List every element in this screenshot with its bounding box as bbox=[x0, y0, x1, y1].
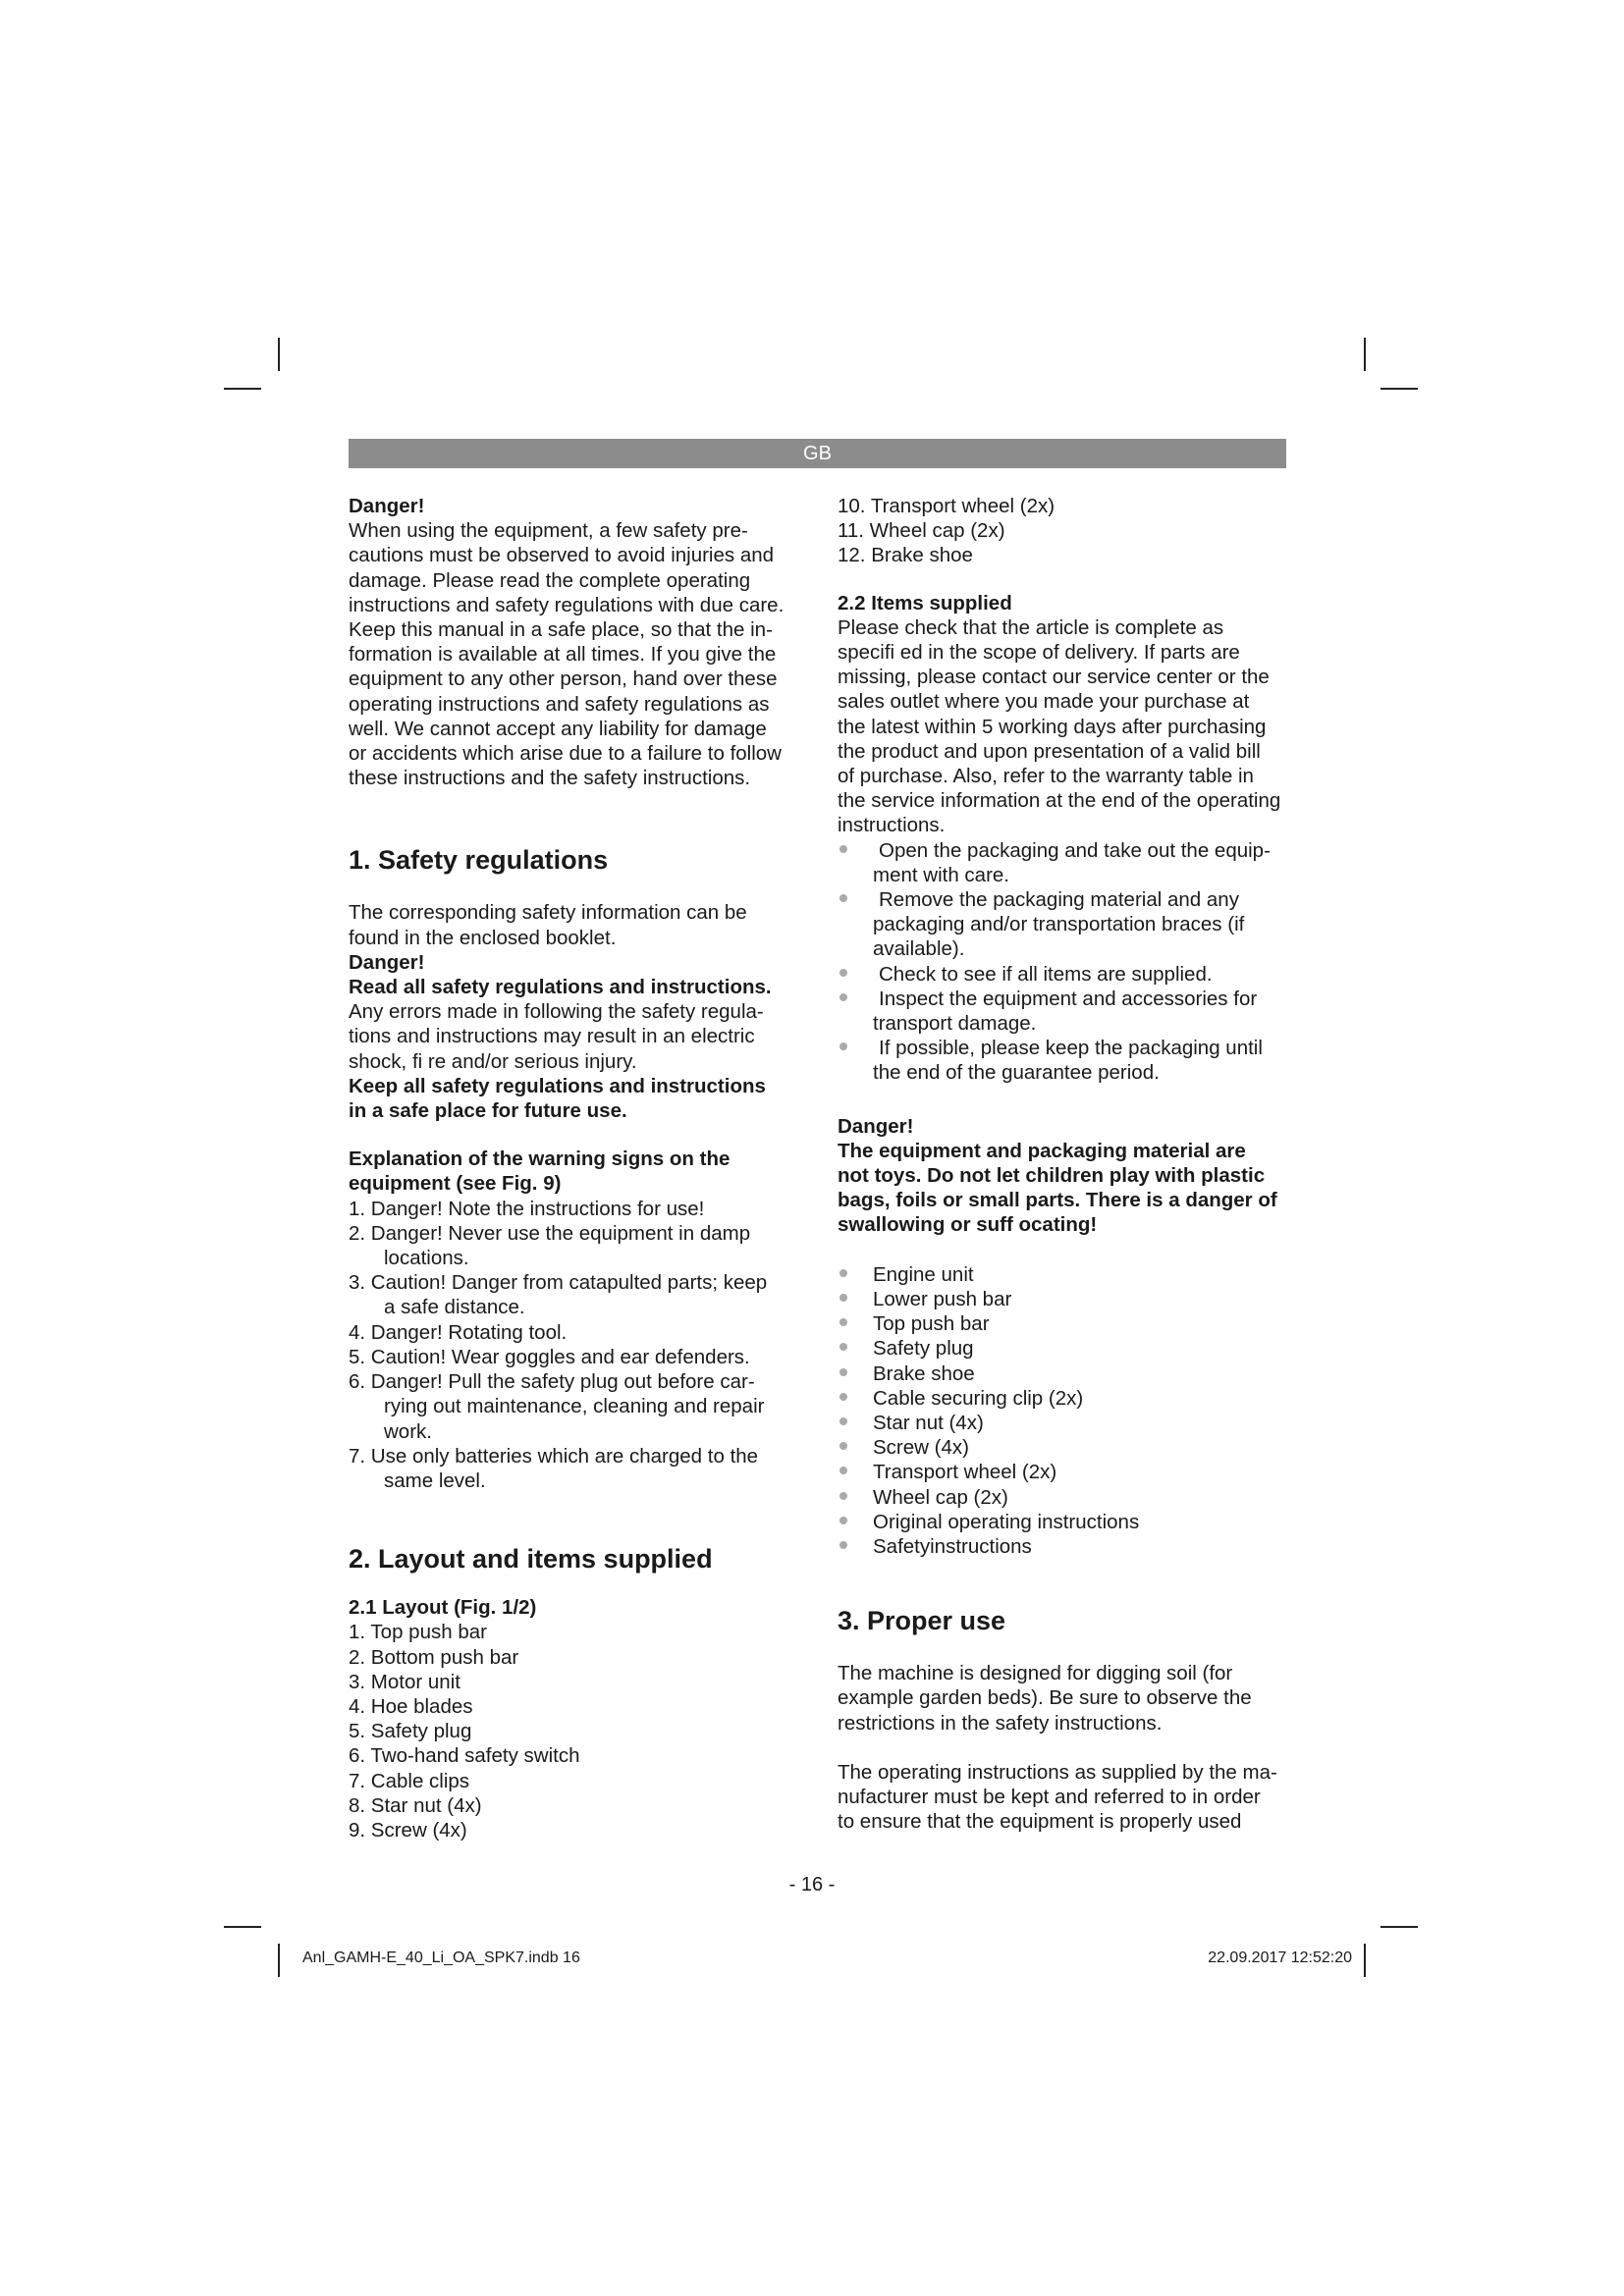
list-item bbox=[838, 1510, 1299, 1534]
items-supplied-paragraph bbox=[838, 615, 1299, 838]
text-line: not toys. Do not let children play with plastic bbox=[838, 1164, 1266, 1188]
bullet-icon bbox=[839, 1417, 847, 1425]
text-line: operating instructions and safety regulations as bbox=[349, 692, 770, 716]
text-line: Original operating instructions bbox=[873, 1510, 1140, 1533]
bullet-icon bbox=[839, 1517, 847, 1524]
text-line: the service information at the end of the operating bbox=[838, 789, 1281, 813]
list-item-cont: a safe distance. bbox=[384, 1296, 525, 1319]
list-item: 5. Caution! Wear goggles and ear defenders. bbox=[349, 1345, 750, 1368]
text-line: Wheel cap (2x) bbox=[873, 1485, 1008, 1509]
bullet-icon bbox=[839, 1442, 847, 1450]
text-line: Keep this manual in a safe place, so that the in- bbox=[349, 618, 773, 642]
section-1-danger: Danger! bbox=[349, 950, 425, 974]
text-line: Keep all safety regulations and instructions bbox=[349, 1074, 766, 1097]
list-item: 6. Danger! Pull the safety plug out before car- bbox=[349, 1370, 755, 1394]
bullet-icon bbox=[839, 1269, 847, 1277]
list-item bbox=[838, 1036, 1299, 1085]
text-line: Lower push bar bbox=[873, 1287, 1012, 1310]
list-item-cont: same level. bbox=[384, 1468, 486, 1492]
text-line: The machine is designed for digging soil (for bbox=[838, 1662, 1233, 1685]
text-line: Cable securing clip (2x) bbox=[873, 1386, 1084, 1410]
bullet-icon bbox=[839, 1393, 847, 1401]
bullet-icon bbox=[839, 1368, 847, 1376]
supplied-items-list bbox=[838, 1262, 1299, 1559]
proper-use-paragraph-2 bbox=[838, 1760, 1299, 1835]
text-line: tions and instructions may result in an electric bbox=[349, 1025, 755, 1048]
list-item-cont: rying out maintenance, cleaning and repair bbox=[384, 1395, 765, 1418]
text-line: formation is available at all times. If you give the bbox=[349, 643, 777, 667]
text-line: If possible, please keep the packaging until bbox=[879, 1037, 1263, 1060]
text-line: Screw (4x) bbox=[873, 1436, 969, 1460]
read-all-warning: Read all safety regulations and instructions. bbox=[349, 976, 772, 999]
list-item: 7. Use only batteries which are charged to the bbox=[349, 1444, 759, 1468]
crop-mark bbox=[1364, 1944, 1366, 1977]
bullet-icon bbox=[839, 1318, 847, 1326]
crop-mark bbox=[224, 388, 261, 390]
text-line: Safetyinstructions bbox=[873, 1534, 1032, 1558]
text-line: missing, please contact our service center or the bbox=[838, 666, 1270, 689]
list-item: 1. Danger! Note the instructions for use! bbox=[349, 1197, 705, 1220]
text-line: nufacturer must be kept and referred to in order bbox=[838, 1785, 1261, 1808]
danger-heading-2: Danger! bbox=[838, 1114, 914, 1138]
text-line: Safety plug bbox=[873, 1337, 974, 1361]
layout-list bbox=[349, 1620, 810, 1842]
text-line: Transport wheel (2x) bbox=[873, 1461, 1057, 1484]
text-line: Check to see if all items are supplied. bbox=[879, 962, 1213, 986]
text-line: The operating instructions as supplied by the ma- bbox=[838, 1760, 1277, 1784]
bullet-icon bbox=[839, 1042, 847, 1050]
bullet-icon bbox=[839, 894, 847, 902]
bullet-icon bbox=[839, 1541, 847, 1549]
bullet-icon bbox=[839, 1343, 847, 1351]
text-line: Explanation of the warning signs on the bbox=[349, 1148, 731, 1171]
crop-mark bbox=[1364, 338, 1366, 371]
bullet-icon bbox=[839, 993, 847, 1001]
text-line: Any errors made in following the safety regula- bbox=[349, 1000, 764, 1024]
list-item bbox=[838, 987, 1299, 1036]
text-line: shock, fi re and/or serious injury. bbox=[349, 1049, 637, 1073]
section-2-title: 2. Layout and items supplied bbox=[349, 1544, 713, 1575]
text-line: damage. Please read the complete operating bbox=[349, 568, 751, 592]
text-line: bags, foils or small parts. There is a danger of bbox=[838, 1189, 1277, 1212]
list-item bbox=[838, 1534, 1299, 1559]
bullet-icon bbox=[839, 1294, 847, 1302]
text-line: swallowing or suff ocating! bbox=[838, 1213, 1098, 1237]
warning-signs-heading bbox=[349, 1147, 810, 1196]
text-line: ment with care. bbox=[873, 863, 1009, 886]
crop-mark bbox=[1380, 1926, 1418, 1928]
layout-list-continued bbox=[838, 494, 1299, 568]
list-item: 8. Star nut (4x) bbox=[349, 1793, 482, 1817]
crop-mark bbox=[1380, 388, 1418, 390]
text-line: When using the equipment, a few safety pre- bbox=[349, 519, 748, 543]
keep-all-warning bbox=[349, 1074, 810, 1123]
section-1-intro bbox=[349, 900, 810, 949]
danger-paragraph-2 bbox=[838, 1139, 1299, 1238]
text-line: Open the packaging and take out the equip- bbox=[879, 838, 1271, 862]
section-1-title: 1. Safety regulations bbox=[349, 845, 609, 876]
text-line: of purchase. Also, refer to the warranty table in bbox=[838, 765, 1254, 788]
text-line: the end of the guarantee period. bbox=[873, 1061, 1160, 1085]
list-item: 4. Danger! Rotating tool. bbox=[349, 1320, 568, 1344]
list-item-cont: work. bbox=[384, 1419, 432, 1443]
crop-mark bbox=[278, 1944, 280, 1977]
text-line: instructions and safety regulations with due care. bbox=[349, 593, 785, 616]
list-item bbox=[838, 1336, 1299, 1361]
list-item bbox=[838, 1435, 1299, 1460]
list-item bbox=[838, 1287, 1299, 1311]
list-item: 4. Hoe blades bbox=[349, 1694, 473, 1718]
text-line: Inspect the equipment and accessories for bbox=[879, 987, 1258, 1010]
intro-paragraph bbox=[349, 518, 810, 790]
text-line: the latest within 5 working days after purchasing bbox=[838, 715, 1267, 738]
list-item bbox=[838, 1485, 1299, 1510]
text-line: Brake shoe bbox=[873, 1362, 975, 1385]
list-item: 6. Two-hand safety switch bbox=[349, 1744, 580, 1768]
list-item: 11. Wheel cap (2x) bbox=[838, 519, 1005, 543]
list-item bbox=[838, 1311, 1299, 1336]
list-item bbox=[838, 1386, 1299, 1411]
text-line: Please check that the article is complete as bbox=[838, 615, 1224, 639]
text-line: The equipment and packaging material are bbox=[838, 1139, 1246, 1162]
list-item: 3. Caution! Danger from catapulted parts; keep bbox=[349, 1271, 768, 1295]
bullet-icon bbox=[839, 1492, 847, 1500]
errors-paragraph bbox=[349, 999, 810, 1074]
text-line: equipment to any other person, hand over these bbox=[349, 667, 778, 691]
footer-datetime: 22.09.2017 12:52:20 bbox=[1208, 1949, 1352, 1966]
layout-subtitle: 2.1 Layout (Fig. 1/2) bbox=[349, 1596, 537, 1620]
text-line: packaging and/or transportation braces (if bbox=[873, 913, 1245, 936]
crop-mark bbox=[278, 338, 280, 371]
list-item: 12. Brake shoe bbox=[838, 544, 973, 567]
text-line: transport damage. bbox=[873, 1012, 1037, 1036]
text-line: Top push bar bbox=[873, 1312, 990, 1336]
list-item bbox=[838, 1362, 1299, 1386]
bullet-icon bbox=[839, 845, 847, 853]
list-item bbox=[838, 838, 1299, 887]
text-line: The corresponding safety information can be bbox=[349, 901, 747, 925]
text-line: these instructions and the safety instructions. bbox=[349, 767, 751, 790]
crop-mark bbox=[224, 1926, 261, 1928]
list-item bbox=[838, 887, 1299, 962]
warning-signs-list bbox=[349, 1197, 810, 1493]
text-line: the product and upon presentation of a valid bill bbox=[838, 739, 1261, 763]
intro-danger-heading: Danger! bbox=[349, 495, 425, 517]
text-line: available). bbox=[873, 937, 965, 961]
text-line: equipment (see Fig. 9) bbox=[349, 1172, 562, 1196]
text-line: cautions must be observed to avoid injuries and bbox=[349, 544, 775, 567]
list-item: 7. Cable clips bbox=[349, 1769, 470, 1792]
list-item bbox=[838, 1460, 1299, 1484]
list-item-cont: locations. bbox=[384, 1247, 469, 1270]
proper-use-paragraph-1 bbox=[838, 1661, 1299, 1735]
text-line: to ensure that the equipment is properly used bbox=[838, 1810, 1242, 1834]
text-line: found in the enclosed booklet. bbox=[349, 926, 617, 949]
list-item: 9. Screw (4x) bbox=[349, 1818, 467, 1842]
list-item bbox=[838, 1411, 1299, 1435]
footer-filename: Anl_GAMH-E_40_Li_OA_SPK7.indb 16 bbox=[302, 1949, 580, 1966]
check-bullet-list bbox=[838, 838, 1299, 1086]
language-label: GB bbox=[803, 443, 832, 464]
text-line: example garden beds). Be sure to observe the bbox=[838, 1686, 1252, 1710]
text-line: or accidents which arise due to a failure to follow bbox=[349, 742, 782, 766]
right-column bbox=[838, 494, 1299, 1834]
text-line: restrictions in the safety instructions. bbox=[838, 1711, 1163, 1735]
bullet-icon bbox=[839, 969, 847, 977]
section-3-title: 3. Proper use bbox=[838, 1606, 1006, 1636]
page-number: - 16 - bbox=[788, 1874, 836, 1896]
bullet-icon bbox=[839, 1467, 847, 1474]
list-item: 2. Bottom push bar bbox=[349, 1645, 519, 1669]
text-line: Star nut (4x) bbox=[873, 1411, 984, 1434]
left-column bbox=[349, 494, 810, 1842]
list-item bbox=[838, 962, 1299, 987]
text-line: sales outlet where you made your purchase at bbox=[838, 690, 1250, 714]
text-line: Remove the packaging material and any bbox=[879, 888, 1239, 912]
language-header-bar bbox=[349, 439, 1286, 468]
text-line: well. We cannot accept any liability for damage bbox=[349, 717, 767, 740]
items-supplied-title: 2.2 Items supplied bbox=[838, 591, 1012, 614]
list-item: 10. Transport wheel (2x) bbox=[838, 495, 1056, 517]
text-line: Engine unit bbox=[873, 1262, 974, 1286]
list-item: 1. Top push bar bbox=[349, 1621, 487, 1644]
list-item: 2. Danger! Never use the equipment in damp bbox=[349, 1221, 751, 1245]
list-item bbox=[838, 1262, 1299, 1287]
list-item: 3. Motor unit bbox=[349, 1670, 460, 1693]
text-line: instructions. bbox=[838, 814, 946, 837]
list-item: 5. Safety plug bbox=[349, 1720, 472, 1743]
text-line: specifi ed in the scope of delivery. If parts are bbox=[838, 641, 1240, 665]
text-line: in a safe place for future use. bbox=[349, 1099, 627, 1123]
